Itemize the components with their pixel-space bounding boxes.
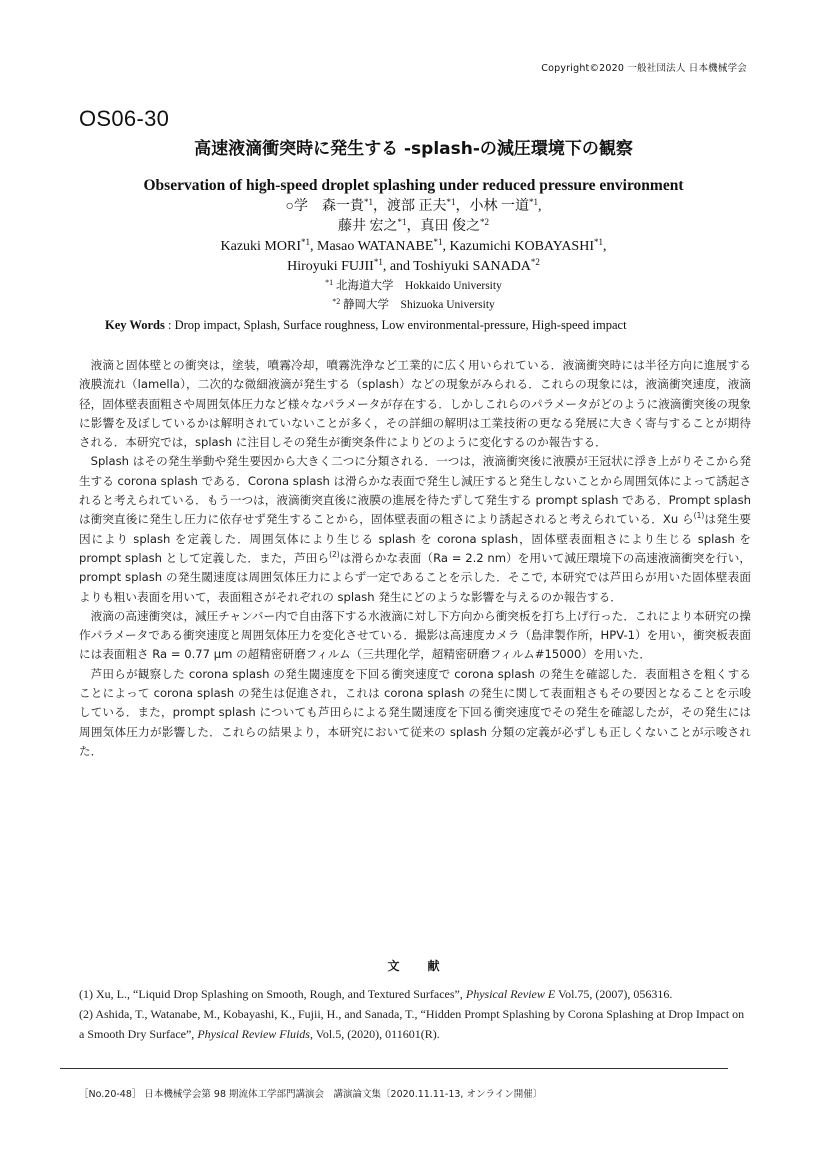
paragraph-2: Splash はその発生挙動や発生要因から大きく二つに分類される．一つは，液滴衝突後に液膜が王冠状に浮き上がりそこから発生する corona splash である．Corona splash は滑らかな表面で発生し減圧すると発生しないことから周囲気体によって誘起されると考えられている．もう一つは，液滴衝突直後に液膜の進展を待たずして発生する prompt splash である．Prompt splash は衝突直後に発生し圧力に依存せず発生することから，固体壁表面の粗さにより誘起されると考えられている．Xu ら$^{(1)}$は発生要因により splash を定義した．周囲気体により生じる splash を corona splash，固体壁表面粗さにより生じる splash を prompt splash として定義した．また，芦田ら$^{(2)}$は滑らかな表面（Ra = 2.2 nm）を用いて減圧環境下の高速液滴衝突を行い，prompt splash の発生閾速度は周囲気体圧力によらず一定であることを示した．そこで, 本研究では芦田らが用いた固体壁表面よりも粗い表面を用いて，表面粗さがそれぞれの splash 発生にどのような影響を与えるのか報告する． bbox=[79, 454, 751, 604]
affiliation-1: $^{*1}$ 北海道大学 Hokkaido University bbox=[325, 278, 502, 292]
keywords bbox=[105, 318, 627, 333]
authors-en-line2: Hiroyuki FUJII$^{*1}$, and Toshiyuki SANADA$^{*2}$ bbox=[287, 257, 540, 274]
copyright-notice: Copyright©2020 一般社団法人 日本機械学会 bbox=[541, 63, 747, 74]
footer-citation: ［No.20-48］ 日本機械学会第 98 期流体工学部門講演会 講演論文集〔2020.11.11-13, オンライン開催〕 bbox=[79, 1089, 543, 1100]
affiliation-2: $^{*2}$ 静岡大学 Shizuoka University bbox=[332, 297, 495, 311]
paragraph-4: 芦田らが観察した corona splash の発生閾速度を下回る衝突速度で corona splash の発生を確認した．表面粗さを粗くすることによって corona splash の発生は促進され，これは corona splash の発生に関して表面粗さもその要因となることを示唆している．また，prompt splash についても芦田らによる発生閾速度を下回る衝突速度でその発生を確認したが，その発生には周囲気体圧力が影響した．これらの結果より，本研究において従来の splash 分類の定義が必ずしも正しくないことが示唆された． bbox=[79, 666, 751, 758]
keywords-label: Key Words bbox=[105, 318, 165, 332]
authors-en-line1: Kazuki MORI$^{*1}$, Masao WATANABE$^{*1}$, Kazumichi KOBAYASHI$^{*1}$, bbox=[220, 237, 607, 254]
paper-code: OS06-30 bbox=[79, 106, 170, 131]
references-list bbox=[79, 984, 751, 1044]
footer-divider bbox=[60, 1068, 728, 1069]
paragraph-3: 液滴の高速衝突は，減圧チャンバー内で自由落下する水液滴に対し下方向から衝突板を打ち上げ行った．これにより本研究の操作パラメータである衝突速度と周囲気体圧力を変化させている．撮影は高速度カメラ（島津製作所，HPV-1）を用い，衝突板表面には表面粗さ Ra = 0.77 μm の超精密研磨フィルム（三共理化学，超精密研磨フィルム#15000）を用いた． bbox=[79, 608, 751, 662]
authors-block bbox=[0, 197, 827, 315]
paragraph-1: 液滴と固体壁との衝突は，塗装，噴霧冷却，噴霧洗浄など工業的に広く用いられている．液滴衝突時には半径方向に進展する液膜流れ（lamella），二次的な微細液滴が発生する（splash）などの現象がみられる．これらの現象には，液滴衝突速度，液滴径，固体壁表面粗さや周囲気体圧力など様々なパラメータが存在する．しかしこれらのパラメータがどのように液滴衝突後の現象に影響を及ぼしているかは解明されていないことが多く，その詳細の解明は工業技術の更なる発展に大きく寄与することが期待される．本研究では，splash に注目しその発生が衝突条件によりどのように変化するのか報告する． bbox=[79, 358, 751, 450]
body-text bbox=[79, 356, 751, 761]
reference-2: (2) Ashida, T., Watanabe, M., Kobayashi, K., Fujii, H., and Sanada, T., “Hidden Prompt Splashing by Corona Splashing at Drop Impact on a Smooth Dry Surface”, Physical Review Fluids, Vol.5, (2020), 011601(R). bbox=[79, 1007, 745, 1041]
authors-ja-line2: 藤井 宏之$^{*1}$，真田 俊之$^{*2}$ bbox=[338, 217, 489, 234]
reference-1: (1) Xu, L., “Liquid Drop Splashing on Smooth, Rough, and Textured Surfaces”, Physical Review E Vol.75, (2007), 056316. bbox=[79, 987, 673, 1001]
title-english: Observation of high-speed droplet splashing under reduced pressure environment bbox=[143, 177, 684, 194]
authors-ja-line1: ○学 森一貴$^{*1}$，渡部 正夫$^{*1}$，小林 一道$^{*1}$, bbox=[285, 197, 542, 214]
title-japanese: 高速液滴衝突時に発生する -splash-の減圧環境下の観察 bbox=[194, 139, 633, 159]
references-heading: 文献 bbox=[387, 959, 468, 973]
keywords-list: : Drop impact, Splash, Surface roughness, Low environmental-pressure, High-speed impact bbox=[164, 318, 627, 332]
